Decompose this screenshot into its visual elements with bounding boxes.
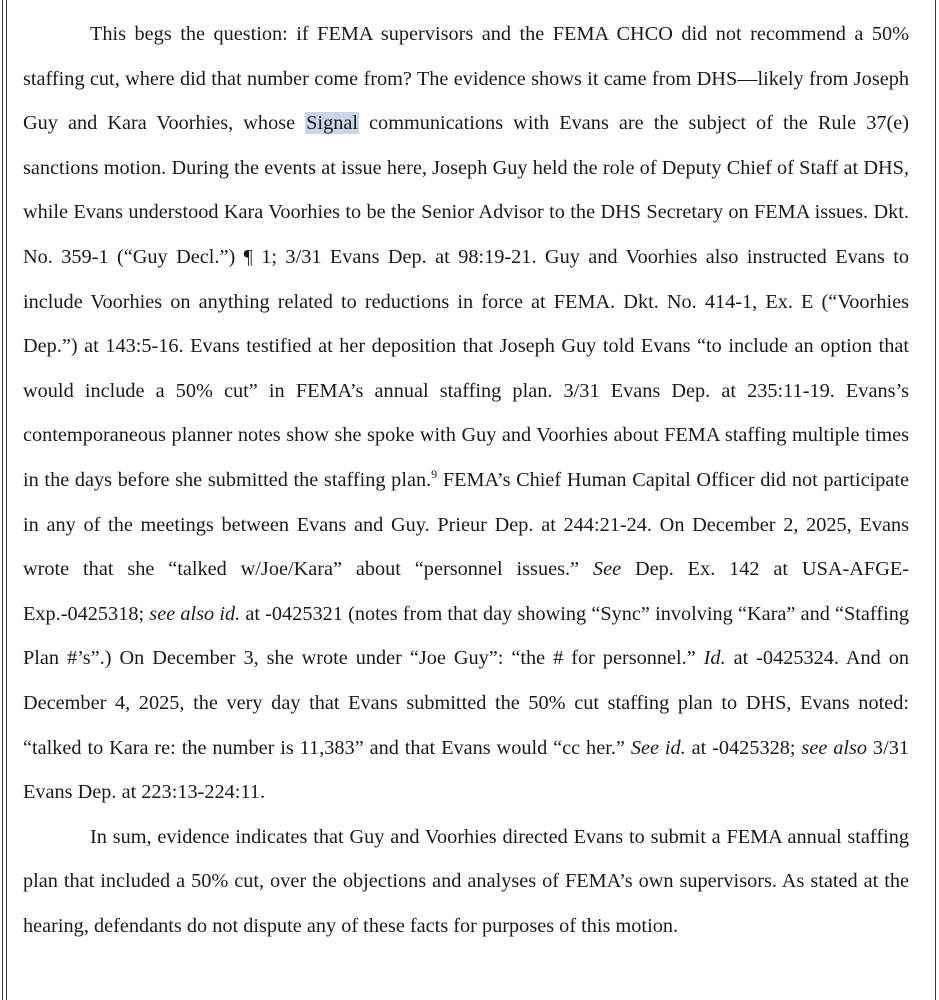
citation-signal: Id. [703, 647, 726, 670]
paragraph-text: Dep. Ex. 142 at USA-AFGE-Exp.-0425318; [23, 558, 909, 625]
paragraph-text: at -0425321 (notes from that day showing “Sync” involving “Kara” and “Staffing Plan #’s”.) On December 3, she wrote under “Joe Guy”: “the # for personnel.” [23, 602, 909, 670]
paragraph-text: 3/31 Evans Dep. at 223:13-224:11. [23, 736, 909, 804]
left-margin-rule-inner [6, 0, 7, 1000]
citation-signal: see also id. [149, 602, 241, 625]
paragraph-evidence [23, 12, 909, 815]
footnote-marker[interactable]: 9 [431, 467, 438, 482]
paragraph-text: In sum, evidence indicates that Guy and Voorhies directed Evans to submit a FEMA annual staffing plan that included a 50% cut, over the objections and analyses of FEMA’s own supervisors. As stated at the hearing, defendants do not dispute any of these facts for purposes of this motion. [23, 825, 909, 937]
right-margin-rule [935, 0, 936, 1000]
paragraph-text: communications with Evans are the subject of the Rule 37(e) sanctions motion. During the events at issue here, Joseph Guy held the role of Deputy Chief of Staff at DHS, while Evans understood Kara Voorhies to be the Senior Advisor to the DHS Secretary on FEMA issues. Dkt. No. 359-1 (“Guy Decl.”) ¶ 1; 3/31 Evans Dep. at 98:19-21. Guy and Voorhies also instructed Evans to include Voorhies on anything related to reductions in force at FEMA. Dkt. No. 414-1, Ex. E (“Voorhies Dep.”) at 143:5-16. Evans testified at her deposition that Joseph Guy told Evans “to include an option that would include a 50% cut” in FEMA’s annual staffing plan. 3/31 Evans Dep. at 235:11-19. Evans’s contemporaneous planner notes show she spoke with Guy and Voorhies about FEMA staffing multiple times in the days before she submitted the staffing plan. [23, 112, 909, 491]
paragraph-text: at -0425328; [685, 736, 802, 759]
paragraph-text: FEMA’s Chief Human Capital Officer did not participate in any of the meetings between Evans and Guy. Prieur Dep. at 244:21-24. On December 2, 2025, Evans wrote that she “talked w/Joe/Kara” about “personnel issues.” [23, 468, 909, 581]
paragraph-summary [23, 815, 909, 949]
paragraph-text: This begs the question: if FEMA supervisors and the FEMA CHCO did not recommend a 50% staffing cut, where did that number come from? The evidence shows it came from DHS—likely from Joseph Guy and Kara Voorhies, whose [23, 23, 909, 135]
citation-signal: See id. [630, 736, 686, 759]
highlighted-search-term[interactable]: Signal [306, 112, 358, 135]
citation-signal: see also [801, 736, 868, 759]
document-body [23, 12, 909, 948]
left-margin-rule-outer [2, 0, 3, 1000]
citation-signal: See [592, 558, 622, 581]
paragraph-text: at -0425324. And on December 4, 2025, the very day that Evans submitted the 50% cut staffing plan to DHS, Evans noted: “talked to Kara re: the number is 11,383” and that Evans would “cc her.” [23, 647, 909, 759]
